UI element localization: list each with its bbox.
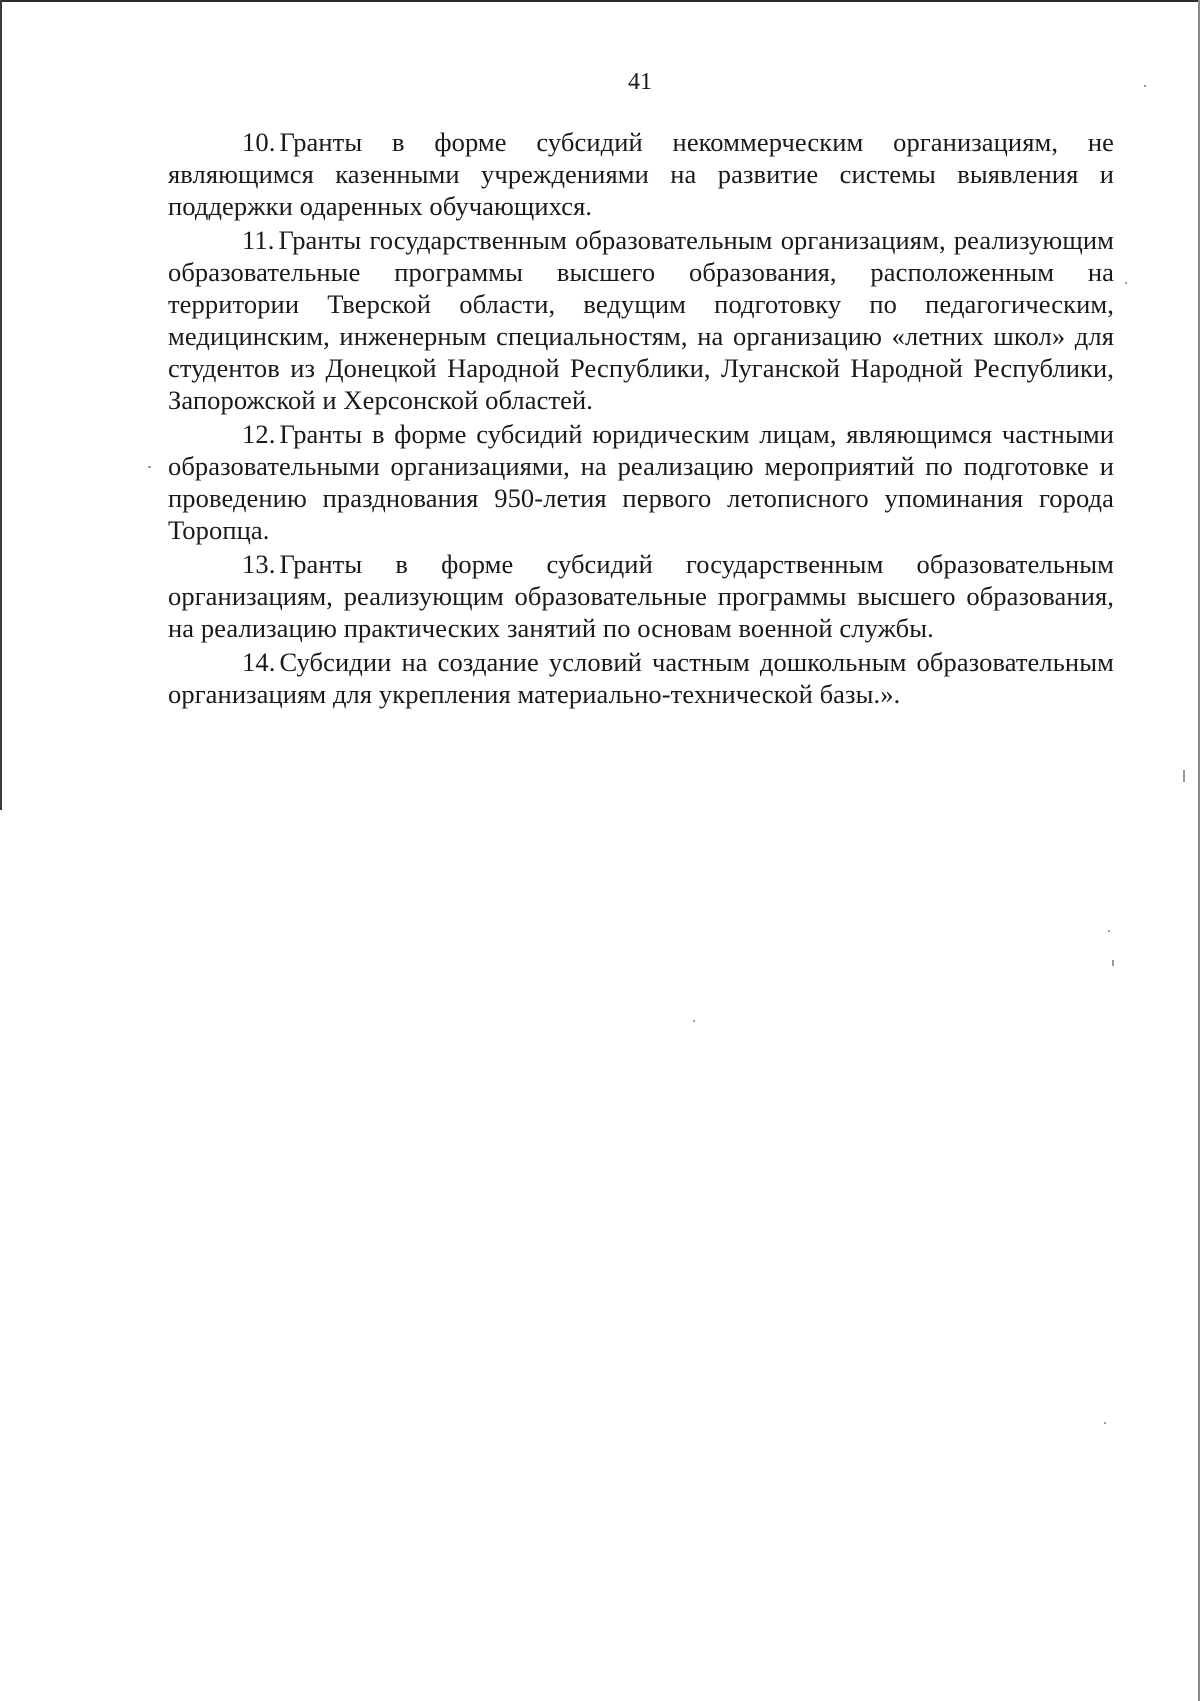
clause-text: Гранты в форме субсидий государственным образовательным организациям, реализующим образовательные программы высшего образования, на реализацию практических занятий по основам военной службы. bbox=[168, 549, 1114, 643]
clause-14 bbox=[168, 646, 1114, 710]
scan-speck bbox=[1108, 930, 1110, 932]
clause-text: Гранты в форме субсидий некоммерческим организациям, не являющимся казенными учреждениями на развитие системы выявления и поддержки одаренных обучающихся. bbox=[168, 127, 1114, 221]
clause-number: 13. bbox=[242, 549, 276, 579]
clause-number: 14. bbox=[242, 647, 276, 677]
scan-speck bbox=[1144, 85, 1146, 87]
scan-edge-top bbox=[0, 0, 1200, 2]
clause-text: Гранты в форме субсидий юридическим лицам, являющимся частными образовательными организациями, на реализацию мероприятий по подготовке и проведению празднования 950-летия первого летописного упоминания города Торопца. bbox=[168, 419, 1114, 545]
clause-12 bbox=[168, 418, 1114, 546]
document-body bbox=[168, 126, 1114, 712]
scan-speck bbox=[1125, 282, 1127, 284]
scan-edge-left bbox=[0, 0, 2, 810]
clause-text: Субсидии на создание условий частным дошкольным образовательным организациям для укрепления материально-технической базы.». bbox=[168, 647, 1114, 709]
scan-speck bbox=[1104, 1422, 1106, 1424]
scan-speck bbox=[148, 466, 151, 468]
clause-11 bbox=[168, 224, 1114, 416]
scan-speck bbox=[693, 1020, 695, 1022]
clause-number: 11. bbox=[242, 225, 275, 255]
clause-10 bbox=[168, 126, 1114, 222]
clause-text: Гранты государственным образовательным организациям, реализующим образовательные программы высшего образования, расположенным на территории Тверской области, ведущим подготовку по педагогическим, медицинским, инженерным специальностям, на организацию «летних школ» для студентов из Донецкой Народной Республики, Луганской Народной Республики, Запорожской и Херсонской областей. bbox=[168, 225, 1114, 415]
scan-speck bbox=[1112, 960, 1114, 966]
clause-number: 10. bbox=[242, 127, 276, 157]
scan-speck bbox=[1183, 770, 1185, 782]
clause-number: 12. bbox=[242, 419, 276, 449]
page-number: 41 bbox=[628, 69, 652, 95]
clause-13 bbox=[168, 548, 1114, 644]
